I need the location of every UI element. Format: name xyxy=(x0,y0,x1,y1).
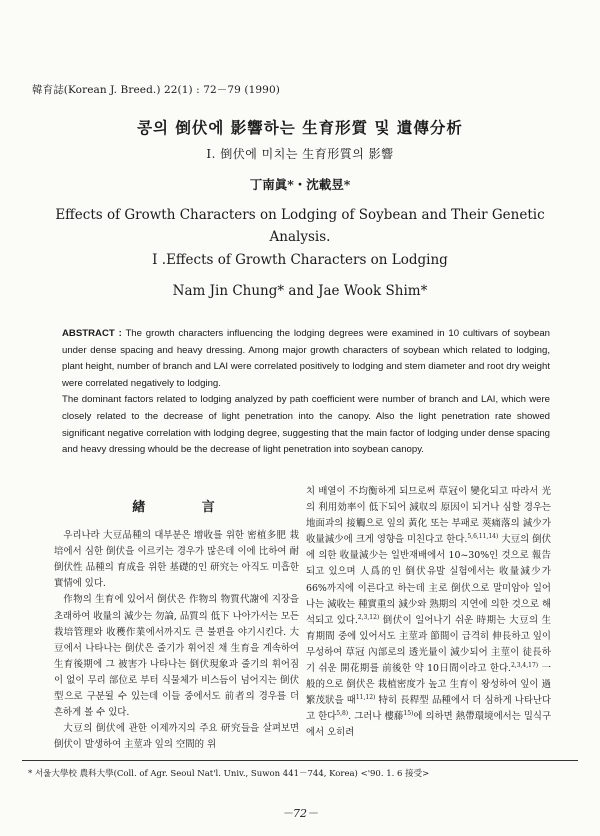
intro-paragraph-1: 우리나라 大豆品種의 대부분은 增收를 위한 密植多肥 栽培에서 심한 倒伏을 이르키는 경우가 많은데 이에 比하여 耐倒伏性 品種의 育成을 위한 基礎的인 研究는 아직도 미흡한 實情에 있다. xyxy=(54,530,299,590)
citation: 2,3,4,17) xyxy=(510,661,539,669)
citation: 2,3,12) xyxy=(357,613,380,621)
abstract-label: ABSTRACT : xyxy=(62,328,122,339)
body-text: 一般的으로 倒伏은 栽植密度가 높고 生育이 왕성하여 잎이 過繁茂狀을 때 xyxy=(306,663,551,707)
citation: 5,6,11,14) xyxy=(467,533,499,541)
journal-reference: 韓育誌(Korean J. Breed.) 22(1) : 72－79 (1990) xyxy=(32,84,280,96)
korean-title: 콩의 倒伏에 影響하는 生育形質 및 遺傳分析 xyxy=(137,118,463,137)
abstract-paragraph-1 xyxy=(62,326,550,392)
intro-paragraph-2: 作物의 生育에 있어서 倒伏은 作物의 物質代謝에 지장을 초래하여 收量의 減少는 勿論, 品質의 低下 나아가서는 모든 栽培管理와 收穫作業에서까지도 큰 불편을 야기시킨다. 大豆에서 나타나는 倒伏은 줄기가 휘어진 채 生育을 계속하여 生育後期에 그 被害가 나타나는 倒伏現象과 줄기의 휘어짐이 없이 무리 部位로 부터 식물체가 비스듬이 넘어지는 倒伏型으로 구분될 수 있는데 이들 중에서도 前者의 경우를 더 흔하게 볼 수 있다. xyxy=(54,594,299,719)
citation: 11,12) xyxy=(355,694,376,702)
korean-authors: 丁南眞*・沈載昱* xyxy=(249,177,351,192)
page-number: －72－ xyxy=(282,807,318,820)
abstract-text-1: The growth characters influencing the lodging degrees were examined in 10 cultivars of soybean under dense spacing and heavy dressing. Among major growth characters of soybean which related to lodging, plant height, number of branch and LAI were correlated positively to lodging and stem diameter and root dry weight were correlated negatively to lodging. xyxy=(62,328,550,389)
section-heading-introduction: 緖 言 xyxy=(132,500,241,515)
korean-subtitle: Ⅰ. 倒伏에 미치는 生育形質의 影響 xyxy=(206,147,394,161)
english-authors: Nam Jin Chung* and Jae Wook Shim* xyxy=(172,283,428,299)
intro-paragraph-continued xyxy=(306,484,551,742)
right-column xyxy=(306,484,551,742)
english-title: Effects of Growth Characters on Lodging of Soybean and Their Genetic Analysis. xyxy=(55,207,545,245)
abstract xyxy=(62,326,550,459)
english-subtitle: I .Effects of Growth Characters on Lodging xyxy=(152,252,448,268)
body-text: . 그러나 樓藤 xyxy=(348,711,404,723)
left-column xyxy=(54,500,299,753)
intro-paragraph-3: 大豆의 倒伏에 관한 이제까지의 주요 研究들을 살펴보면 倒伏이 발생하여 主莖과 잎의 空間的 위 xyxy=(54,723,299,751)
footnote: * 서울大學校 農科大學(Coll. of Agr. Seoul Nat'l. Univ., Suwon 441－744, Korea) <'90. 1. 6 接受> xyxy=(28,769,430,779)
footnote-divider xyxy=(22,760,578,761)
body-text: 에 의하면 熱帶環境에서는 밀식구에서 오히려 xyxy=(306,711,552,739)
abstract-paragraph-2: The dominant factors related to lodging analyzed by path coefficient were number of branch and LAI, which were closely related to the decrease of light penetration into the canopy. Also the light penetration rate showed significant negative correlation with lodging degree, suggesting that the main factor of lodging under dense spacing and heavy dressing whould be the decrease of light penetration into soybean canopy. xyxy=(62,394,550,456)
body-text: 大豆의 倒伏에 의한 收量減少는 일반재배에서 10~30%인 것으로 報告되고 있으며 人爲的인 倒伏유발 실험에서는 收量減少가 66%까지에 이른다고 하는데 主로 倒伏으로 말미암아 일어나는 減收는 種實重의 減少와 熟期의 지연에 의한 것으로 해석되고 있다. xyxy=(306,534,551,626)
body-text: 特히 長稈型 品種에서 더 심하게 나타난다고 한다 xyxy=(306,695,551,723)
citation: 5,8) xyxy=(336,710,349,718)
body-text: 치 배열이 不均衡하게 되므로써 草冠이 變化되고 따라서 光의 利用効率이 低下되어 減収의 原因이 되거나 심할 경우는 地面과의 接觸으로 잎의 黃化 또는 부패로 莢痛落의 減少가 收量減少에 크게 영향을 미친다고 한다. xyxy=(306,486,551,546)
citation: 15) xyxy=(403,710,414,718)
body-text: 倒伏이 일어나기 쉬운 時期는 大豆의 生育期間 중에 있어서도 主莖과 節間이 급격히 伸長하고 잎이 무성하여 草冠 內部로의 透光量이 減少되어 主莖이 徒長하기 쉬운 開花期를 前後한 약 10日間이라고 한다. xyxy=(306,614,551,675)
